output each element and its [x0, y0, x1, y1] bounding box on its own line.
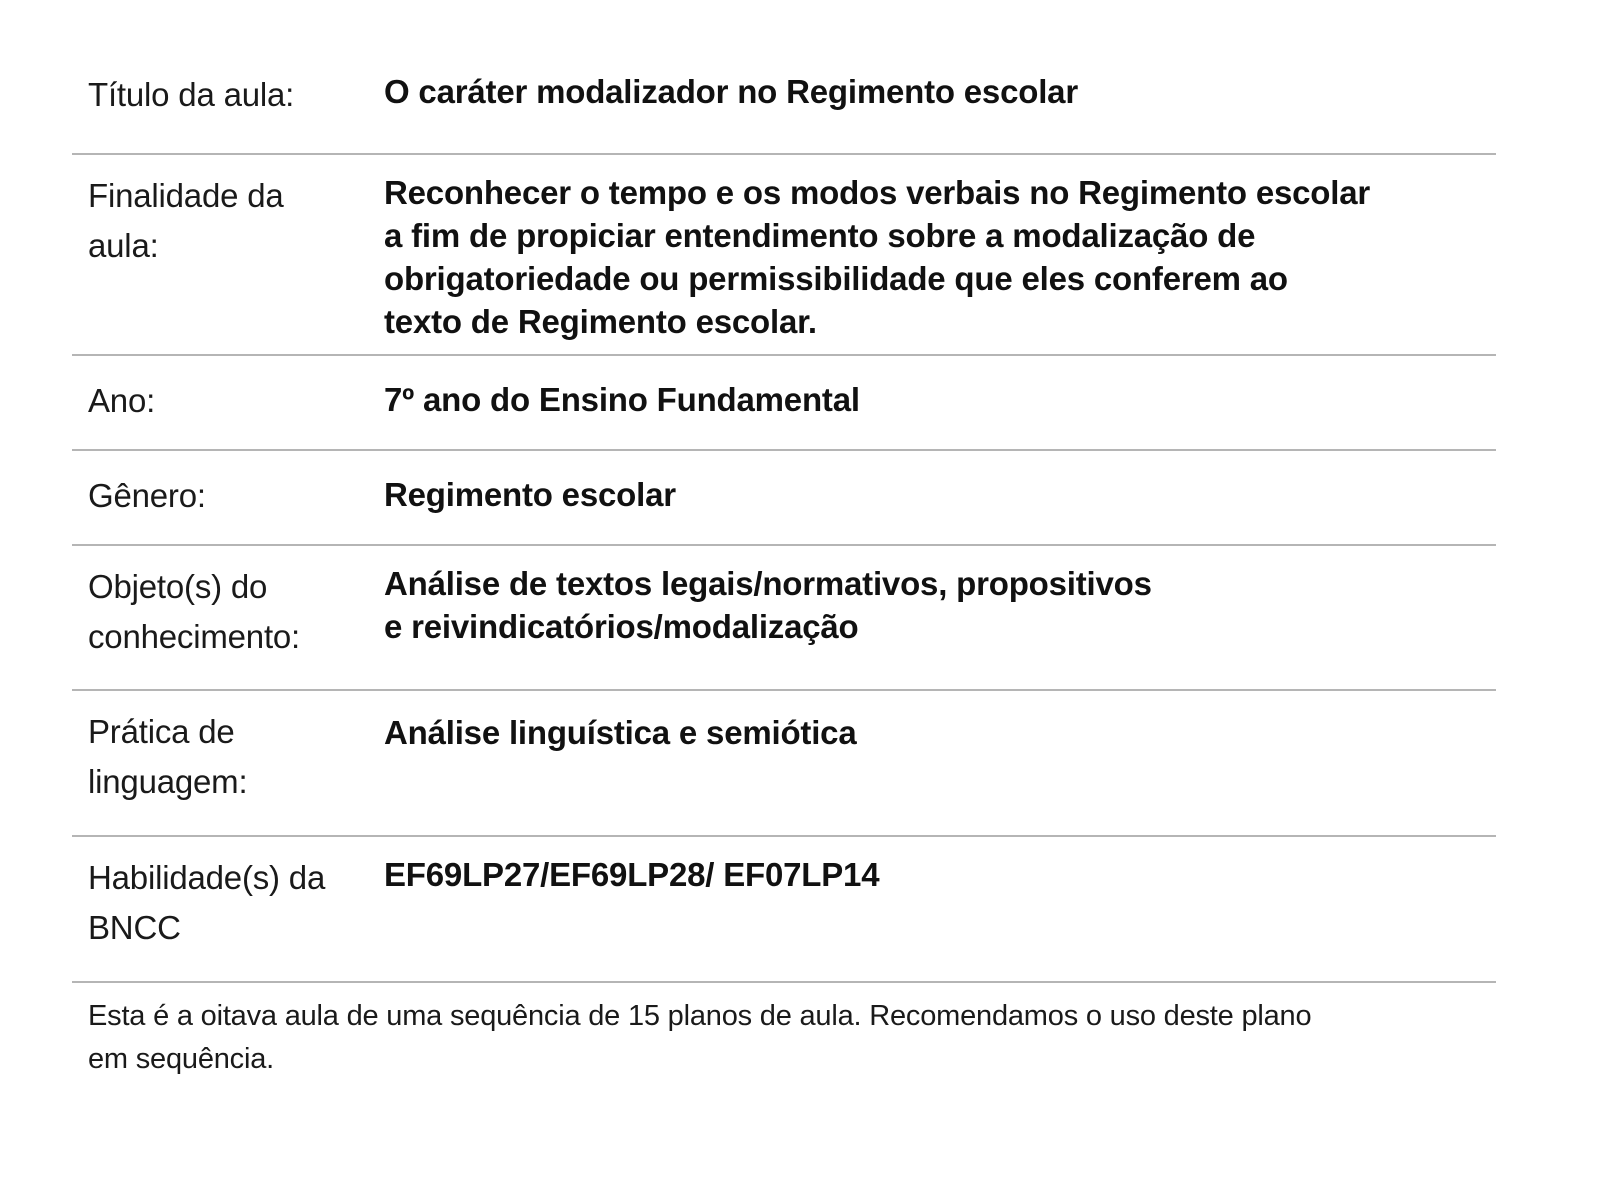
row-language-practice: [72, 691, 1496, 837]
label-line: Título da aula:: [88, 76, 295, 113]
row-label: [72, 562, 384, 689]
value-line: Análise linguística e semiótica: [384, 714, 857, 751]
row-knowledge-objects: [72, 546, 1496, 691]
label-line: Objeto(s) do: [88, 568, 268, 605]
note-line: Esta é a oitava aula de uma sequência de 15 planos de aula. Recomendamos o uso deste plano: [88, 1000, 1312, 1032]
row-label: [72, 171, 384, 354]
label-line: Ano:: [88, 382, 156, 419]
value-line: Regimento escolar: [384, 476, 676, 513]
value-line: Análise de textos legais/normativos, propositivos: [384, 565, 1152, 602]
row-value: [384, 376, 1496, 449]
row-lesson-title: [72, 56, 1496, 155]
row-genre: [72, 451, 1496, 546]
value-line: O caráter modalizador no Regimento escolar: [384, 73, 1078, 110]
value-line: a fim de propiciar entendimento sobre a modalização de: [384, 217, 1256, 254]
value-line: obrigatoriedade ou permissibilidade que eles conferem ao: [384, 260, 1288, 297]
note-line: em sequência.: [88, 1043, 275, 1075]
label-line: Habilidade(s) da: [88, 859, 326, 896]
value-line: e reivindicatórios/modalização: [384, 608, 859, 645]
label-line: aula:: [88, 227, 159, 264]
row-value: [384, 471, 1496, 544]
row-label: [72, 70, 384, 153]
row-bncc-skills: [72, 837, 1496, 983]
row-value: [384, 171, 1496, 354]
label-line: Finalidade da: [88, 177, 284, 214]
sequence-note: [72, 983, 1468, 1081]
value-line: Reconhecer o tempo e os modos verbais no Regimento escolar: [384, 174, 1371, 211]
row-label: [72, 853, 384, 981]
row-lesson-purpose: [72, 155, 1496, 356]
label-line: Gênero:: [88, 477, 206, 514]
row-value: [384, 562, 1496, 689]
row-value: [384, 70, 1496, 153]
lesson-plan-table: [72, 56, 1496, 1081]
label-line: linguagem:: [88, 763, 248, 800]
value-line: 7º ano do Ensino Fundamental: [384, 381, 860, 418]
label-line: Prática de: [88, 713, 235, 750]
label-line: BNCC: [88, 909, 181, 946]
row-label: [72, 707, 384, 835]
value-line: texto de Regimento escolar.: [384, 303, 817, 340]
row-value: [384, 853, 1496, 981]
row-school-year: [72, 356, 1496, 451]
label-line: conhecimento:: [88, 618, 301, 655]
value-line: EF69LP27/EF69LP28/ EF07LP14: [384, 856, 880, 893]
row-label: [72, 471, 384, 544]
row-label: [72, 376, 384, 449]
row-value: [384, 707, 1496, 835]
